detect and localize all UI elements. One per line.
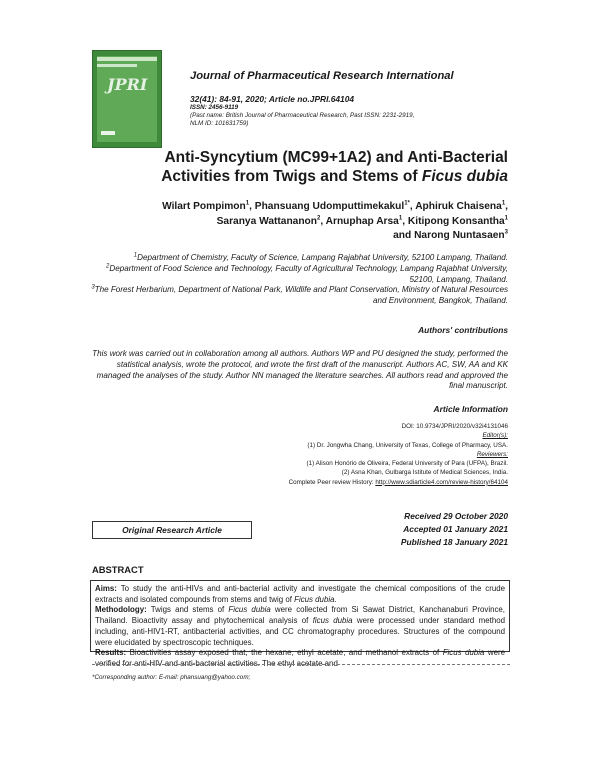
methodology-label: Methodology: (95, 605, 147, 615)
affiliation-text: Department of Chemistry, Faculty of Science, Lampang Rajabhat University, 52100 Lampang, Thailand. (137, 253, 508, 262)
issue-info: 32(41): 84-91, 2020; Article no.JPRI.64104 (190, 94, 355, 104)
results-text: were verified for anti-HIV and anti-bacterial activities. The ethyl acetate and (95, 648, 505, 668)
species-name: Ficus dubia (442, 648, 485, 658)
author-affiliation-mark: 1 (398, 215, 403, 222)
corresponding-author-footnote: *Corresponding author: E-mail: phansuang@yahoo.com; (92, 674, 251, 681)
affiliations (80, 253, 508, 307)
author-affiliation-mark: 1 (501, 200, 506, 207)
results-text: Bioactivities assay exposed that, the hexane, ethyl acetate, and methanol extracts of (126, 648, 443, 658)
affiliation-mark: 2 (106, 263, 110, 270)
title-line-2 (100, 167, 508, 186)
paper-title (100, 148, 508, 186)
author-affiliation-mark: 1 (504, 215, 508, 222)
author-line-3 (100, 229, 508, 244)
affiliation (80, 285, 508, 307)
abstract-text (91, 581, 509, 670)
aims-text: To study the anti-HIVs and anti-bacterial activity and investigate the chemical compositions of the crude extracts and isolated compounds from stems and twig of (95, 584, 505, 604)
previous-name: (Past name: British Journal of Pharmaceutical Research, Past ISSN: 2231-2919, (190, 112, 415, 119)
article-type-badge: Original Research Article (92, 521, 252, 539)
author-name: Phansuang Udomputtimekakul (254, 201, 405, 212)
author-affiliation-mark: 1* (404, 200, 410, 207)
issn: ISSN: 2456-9119 (190, 104, 239, 111)
author-name: Wilart Pompimon (162, 201, 246, 212)
author-affiliation-mark: 1 (245, 200, 250, 207)
accepted-date: Accepted 01 January 2021 (403, 523, 508, 534)
title-line-1: Anti-Syncytium (MC99+1A2) and Anti-Bacterial (164, 149, 508, 166)
article-info (200, 422, 508, 487)
abstract-box (90, 580, 510, 668)
author-name: Saranya Wattananon (216, 215, 317, 227)
title-species: Ficus dubia (421, 168, 508, 185)
reviewer-entry: (1) Alison Honório de Oliveira, Federal University of Para (UFPA), Brazil. (306, 460, 508, 468)
author-name: Aphiruk Chaisena (415, 201, 502, 212)
cover-logo: JPRI (107, 75, 148, 94)
abstract-heading: ABSTRACT (92, 564, 144, 575)
affiliation (80, 264, 508, 286)
title-line-2-prefix: Activities from Twigs and Stems of (161, 168, 422, 185)
review-history (200, 478, 508, 487)
review-history-label: Complete Peer review History: (288, 478, 376, 486)
aims-text-end: . (334, 594, 337, 604)
author-list (100, 200, 508, 244)
aims-label: Aims: (95, 584, 117, 593)
author-line-1: Wilart Pompimon$^1$, Phansuang Udomputtimekakul$^{1*}$, Aphiruk Chaisena$^1$, (162, 200, 508, 212)
species-name: Ficus dubia (294, 594, 335, 604)
methodology-text: were processed under standard method including, anti-HIV1-RT, antibacterial activities, and CC chromatography procedures. Structures of the compound were elucidated by spectroscopic techniques. (95, 616, 505, 647)
doi: DOI: 10.9734/JPRI/2020/v32i4131046 (401, 423, 508, 430)
authors-and: and (393, 230, 412, 241)
affiliation-text: The Forest Herbarium, Department of National Park, Wildlife and Plant Conservation, Ministry of Natural Resources and Environment, Bangkok, Thailand. (94, 285, 508, 306)
methodology-text: Twigs and stems of (146, 605, 229, 615)
species-name: ficus dubia (312, 616, 353, 626)
author-affiliation-mark: 3 (504, 229, 508, 236)
journal-cover-image (92, 50, 162, 148)
contributions-text: This work was carried out in collaboration among all authors. Authors WP and PU designed the study, performed the statistical analysis, wrote the protocol, and wrote the first draft of the manuscript. Authors AC, SW, AA and KK managed the analyses of the study. Author NN managed the literature searches. All authors read and approved the final manuscript. (92, 349, 508, 391)
affiliation (80, 253, 508, 264)
results-label: Results: (95, 648, 127, 658)
author-name: Arnuphap Arsa (325, 215, 399, 227)
footnote-divider (92, 664, 510, 665)
reviewer-entry: (2) Asna Khan, Gulbarga Istitute of Medical Sciences, India. (341, 469, 508, 477)
affiliation-mark: 3 (91, 284, 95, 291)
methodology-text: were collected from Si Sawat District, Kanchanaburi Province, Thailand. Bioactivity assay and phytochemical analysis of (95, 605, 505, 626)
author-affiliation-mark: 2 (317, 215, 321, 222)
author-line-2: Saranya Wattananon$^2$, Arnuphap Arsa$^1$, Kitipong Konsantha$^1$ (216, 215, 508, 227)
author-name: Kitipong Konsantha (407, 215, 505, 227)
abstract-aims (95, 584, 505, 605)
editor-entry: (1) Dr. Jongwha Chang, University of Texas, College of Pharmacy, USA. (307, 441, 508, 449)
review-history-link[interactable]: http://www.sdiarticle4.com/review-history/64104 (375, 478, 508, 486)
abstract-results (95, 648, 505, 669)
author-name: Narong Nuntasaen (414, 230, 505, 241)
species-name: Ficus dubia (228, 605, 271, 615)
publication-dates (300, 510, 508, 548)
contributions-heading: Authors' contributions (418, 325, 508, 335)
affiliation-text: Department of Food Science and Technology, Faculty of Agricultural Technology, Lampang Rajabhat University, 52100, Lampang, Thailand. (109, 263, 508, 284)
reviewers-label: Reviewers: (476, 450, 508, 458)
abstract-methodology (95, 605, 505, 648)
nlm-id: NLM ID: 101631759) (190, 120, 249, 127)
affiliation-mark: 1 (133, 252, 138, 259)
published-date: Published 18 January 2021 (400, 536, 508, 547)
article-info-heading: Article Information (433, 404, 508, 414)
received-date: Received 29 October 2020 (404, 511, 508, 521)
editors-label: Editor(s): (482, 432, 508, 440)
journal-title: Journal of Pharmaceutical Research International (190, 70, 454, 82)
